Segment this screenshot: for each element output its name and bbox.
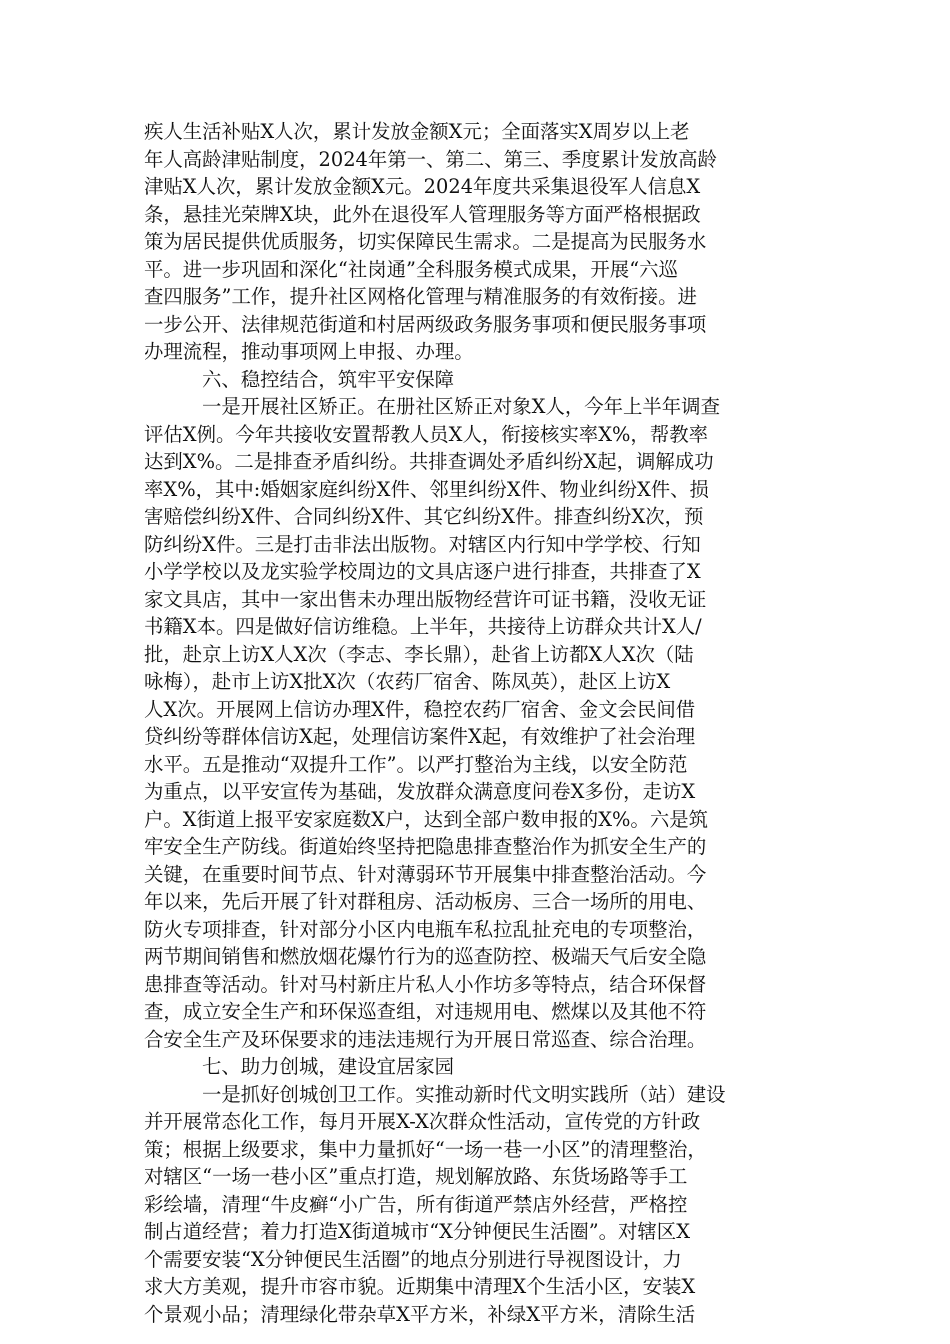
- text-line: 合安全生产及环保要求的违法违规行为开展日常巡查、综合治理。: [144, 1027, 707, 1051]
- text-line: 关键，在重要时间节点、针对薄弱环节开展集中排查整治活动。今: [144, 862, 707, 886]
- text-line: 户。X街道上报平安家庭数X户，达到全部户数申报的X%。六是筑: [144, 807, 708, 831]
- text-line: 患排查等活动。针对马村新庄片私人小作坊多等特点，结合环保督: [144, 972, 707, 996]
- text-line: 个景观小品；清理绿化带杂草X平方米，补绿X平方米，清除生活: [144, 1302, 696, 1326]
- text-line: 条，悬挂光荣牌X块，此外在退役军人管理服务等方面严格根据政: [144, 202, 701, 226]
- text-line: 策；根据上级要求，集中力量抓好“一场一巷一小区”的清理整治，: [144, 1137, 707, 1161]
- text-line: 七、助力创城，建设宜居家园: [202, 1055, 455, 1078]
- text-line: 一是抓好创城创卫工作。实推动新时代文明实践所（站）建设: [202, 1082, 726, 1106]
- text-line: 彩绘墙，清理“牛皮癣“小广告，所有街道严禁店外经营，严格控: [144, 1192, 688, 1216]
- text-line: 制占道经营；着力打造X街道城市“X分钟便民生活圈”。对辖区X: [144, 1220, 691, 1243]
- text-line: 水平。五是推动“双提升工作”。以严打整治为主线，以安全防范: [144, 752, 688, 776]
- text-line: 牢安全生产防线。街道始终坚持把隐患排查整治作为抓安全生产的: [144, 835, 707, 858]
- text-line: 防火专项排查，针对部分小区内电瓶车私拉乱扯充电的专项整治，: [144, 917, 707, 941]
- text-line: 达到X%。二是排查矛盾纠纷。共排查调处矛盾纠纷X起，调解成功: [144, 450, 714, 473]
- text-line: 办理流程，推动事项网上申报、办理。: [144, 340, 474, 363]
- text-line: 害赔偿纠纷X件、合同纠纷X件、其它纠纷X件。排查纠纷X次，预: [144, 505, 704, 528]
- text-line: 平。进一步巩固和深化“社岗通”全科服务模式成果，开展“六巡: [144, 257, 678, 281]
- text-line: 个需要安装“X分钟便民生活圈”的地点分别进行导视图设计，力: [144, 1247, 682, 1271]
- text-line: 六、稳控结合，筑牢平安保障: [202, 367, 455, 391]
- text-line: 对辖区“一场一巷小区”重点打造，规划解放路、东货场路等手工: [144, 1165, 688, 1188]
- text-line: 批，赴京上访X人X次（李志、李长鼎），赴省上访都X人X次（陆: [144, 642, 694, 666]
- text-line: 查，成立安全生产和环保巡查组，对违规用电、燃煤以及其他不符: [144, 1000, 707, 1023]
- text-line: 为重点，以平安宣传为基础，发放群众满意度问卷X多份，走访X: [144, 780, 696, 803]
- text-line: 人X次。开展网上信访办理X件，稳控农药厂宿舍、金文会民间借: [144, 697, 696, 721]
- text-line: 率X%，其中:婚姻家庭纠纷X件、邻里纠纷X件、物业纠纷X件、损: [144, 477, 709, 501]
- text-line: 策为居民提供优质服务，切实保障民生需求。二是提高为民服务水: [144, 230, 707, 253]
- text-line: 评估X例。今年共接收安置帮教人员X人，衔接核实率X%，帮教率: [144, 422, 708, 446]
- text-line: 年人高龄津贴制度，2024年第一、第二、第三、季度累计发放高龄: [144, 147, 717, 171]
- document-body: [144, 118, 834, 1328]
- text-line: 并开展常态化工作，每月开展X-X次群众性活动，宣传党的方针政: [144, 1110, 701, 1133]
- text-line: 防纠纷X件。三是打击非法出版物。对辖区内行知中学学校、行知: [144, 532, 701, 556]
- text-line: 年以来，先后开展了针对群租房、活动板房、三合一场所的用电、: [144, 890, 707, 913]
- text-line: 书籍X本。四是做好信访维稳。上半年，共接待上访群众共计X人/: [144, 615, 702, 638]
- text-line: 疾人生活补贴X人次，累计发放金额X元；全面落实X周岁以上老: [144, 120, 690, 143]
- text-line: 一步公开、法律规范街道和村居两级政务服务事项和便民服务事项: [144, 312, 707, 336]
- text-line: 咏梅），赴市上访X批X次（农药厂宿舍、陈凤英），赴区上访X: [144, 670, 671, 693]
- text-line: 贷纠纷等群体信访X起，处理信访案件X起，有效维护了社会治理: [144, 725, 696, 748]
- text-line: 一是开展社区矫正。在册社区矫正对象X人，今年上半年调查: [202, 395, 720, 418]
- text-line: 小学学校以及龙实验学校周边的文具店逐户进行排查，共排查了X: [144, 560, 701, 583]
- text-line: 求大方美观，提升市容市貌。近期集中清理X个生活小区，安装X: [144, 1275, 696, 1298]
- text-line: 津贴X人次，累计发放金额X元。2024年度共采集退役军人信息X: [144, 175, 701, 198]
- text-line: 家文具店，其中一家出售未办理出版物经营许可证书籍，没收无证: [144, 587, 707, 611]
- text-line: 查四服务”工作，提升社区网格化管理与精准服务的有效衔接。进: [144, 285, 697, 308]
- text-line: 两节期间销售和燃放烟花爆竹行为的巡查防控、极端天气后安全隐: [144, 945, 707, 968]
